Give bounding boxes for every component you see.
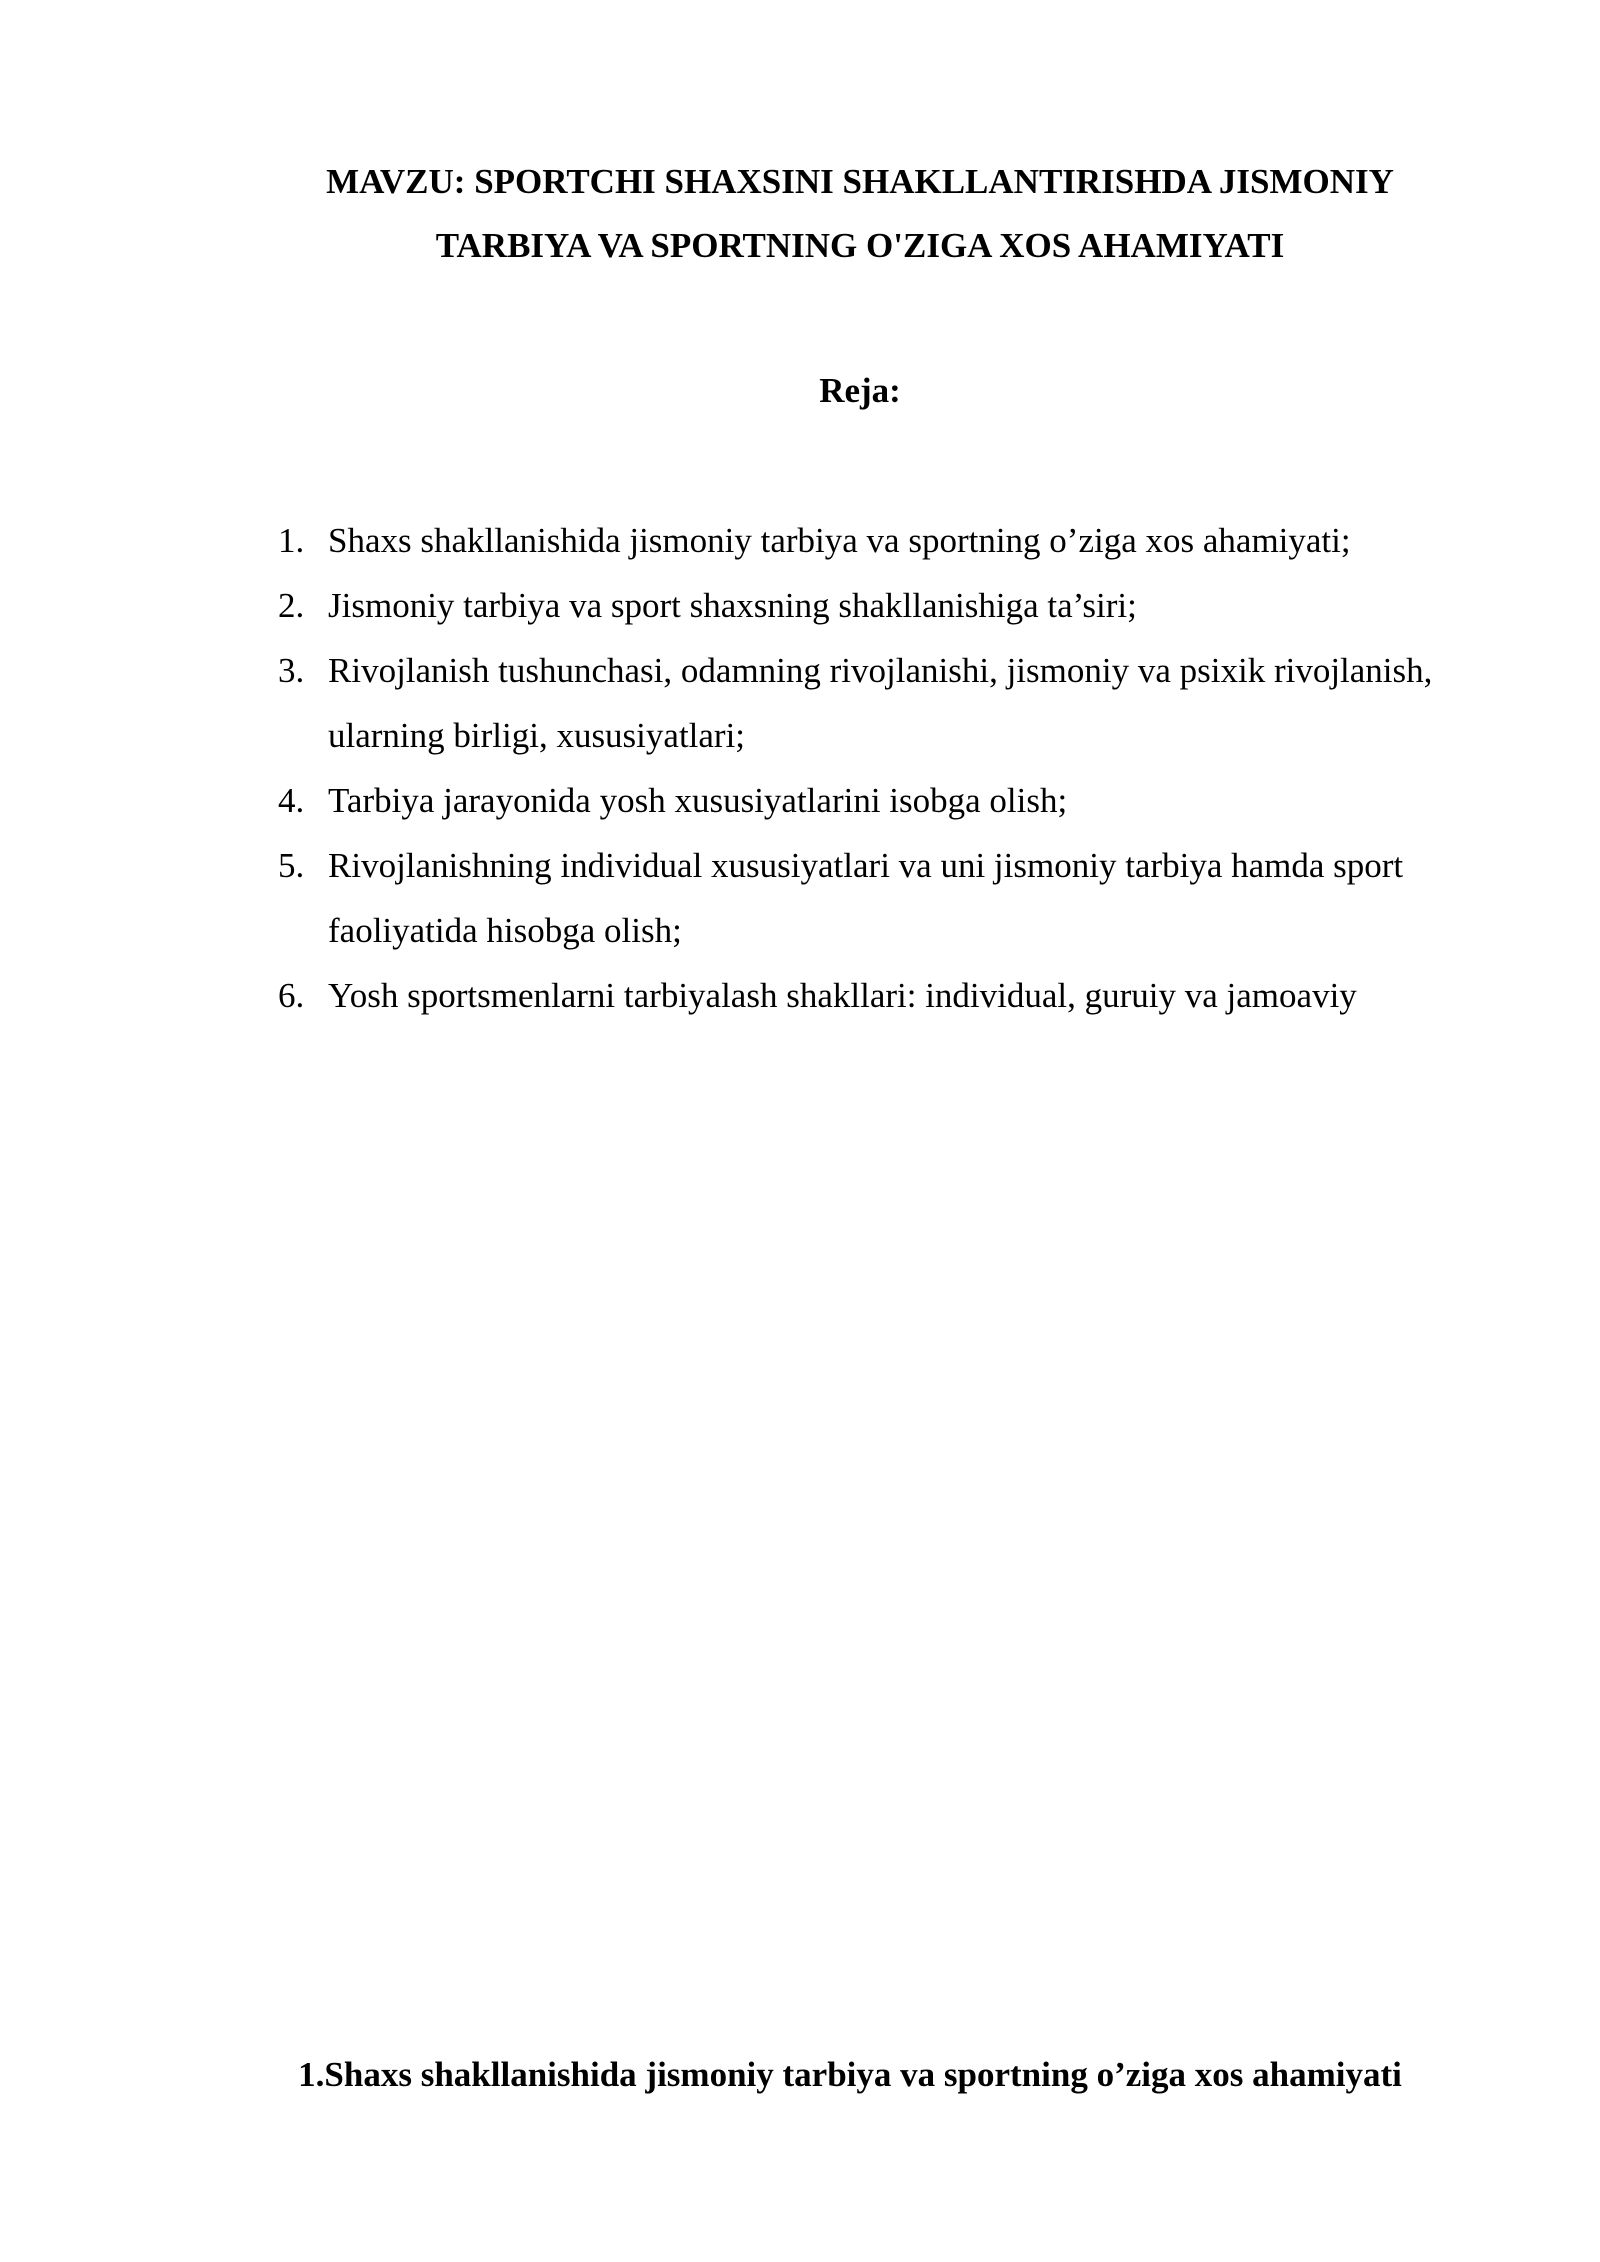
plan-list: [278, 508, 1508, 1028]
plan-item-text: Rivojlanishning individual xususiyatlari va uni jismoniy tarbiya hamda sport faoliyatida hisobga olish;: [328, 846, 1404, 950]
plan-item-text: Rivojlanish tushunchasi, odamning rivojlanishi, jismoniy va psixik rivojlanish, ularning birligi, xususiyatlari;: [328, 651, 1433, 755]
plan-item-text: Jismoniy tarbiya va sport shaxsning shakllanishiga ta’siri;: [328, 586, 1137, 625]
title-line-1: MAVZU: SPORTCHI SHAXSINI SHAKLLANTIRISHDA JISMONIY: [326, 162, 1394, 201]
plan-item: [278, 768, 1508, 833]
plan-item-number: 4.: [278, 781, 305, 820]
plan-item-number: 6.: [278, 976, 305, 1015]
title-line-2: TARBIYA VA SPORTNING O'ZIGA XOS AHAMIYATI: [435, 226, 1285, 265]
plan-item-text: Tarbiya jarayonida yosh xususiyatlarini isobga olish;: [328, 781, 1068, 820]
plan-heading: Reja:: [819, 371, 901, 410]
plan-item-text: Yosh sportsmenlarni tarbiyalash shakllari: individual, guruiy va jamoaviy: [328, 976, 1357, 1015]
plan-item-text: Shaxs shakllanishida jismoniy tarbiya va sportning o’ziga xos ahamiyati;: [328, 521, 1351, 560]
document-title: [230, 150, 1490, 278]
plan-item: [278, 833, 1508, 963]
plan-item: [278, 963, 1508, 1028]
plan-item-number: 1.: [278, 521, 305, 560]
plan-item: [278, 508, 1508, 573]
plan-item: [278, 638, 1508, 768]
plan-item-number: 5.: [278, 846, 305, 885]
section-heading: 1.Shaxs shakllanishida jismoniy tarbiya va sportning o’ziga xos ahamiyati: [298, 2055, 1402, 2094]
plan-item: [278, 573, 1508, 638]
plan-item-number: 3.: [278, 651, 305, 690]
plan-item-number: 2.: [278, 586, 305, 625]
